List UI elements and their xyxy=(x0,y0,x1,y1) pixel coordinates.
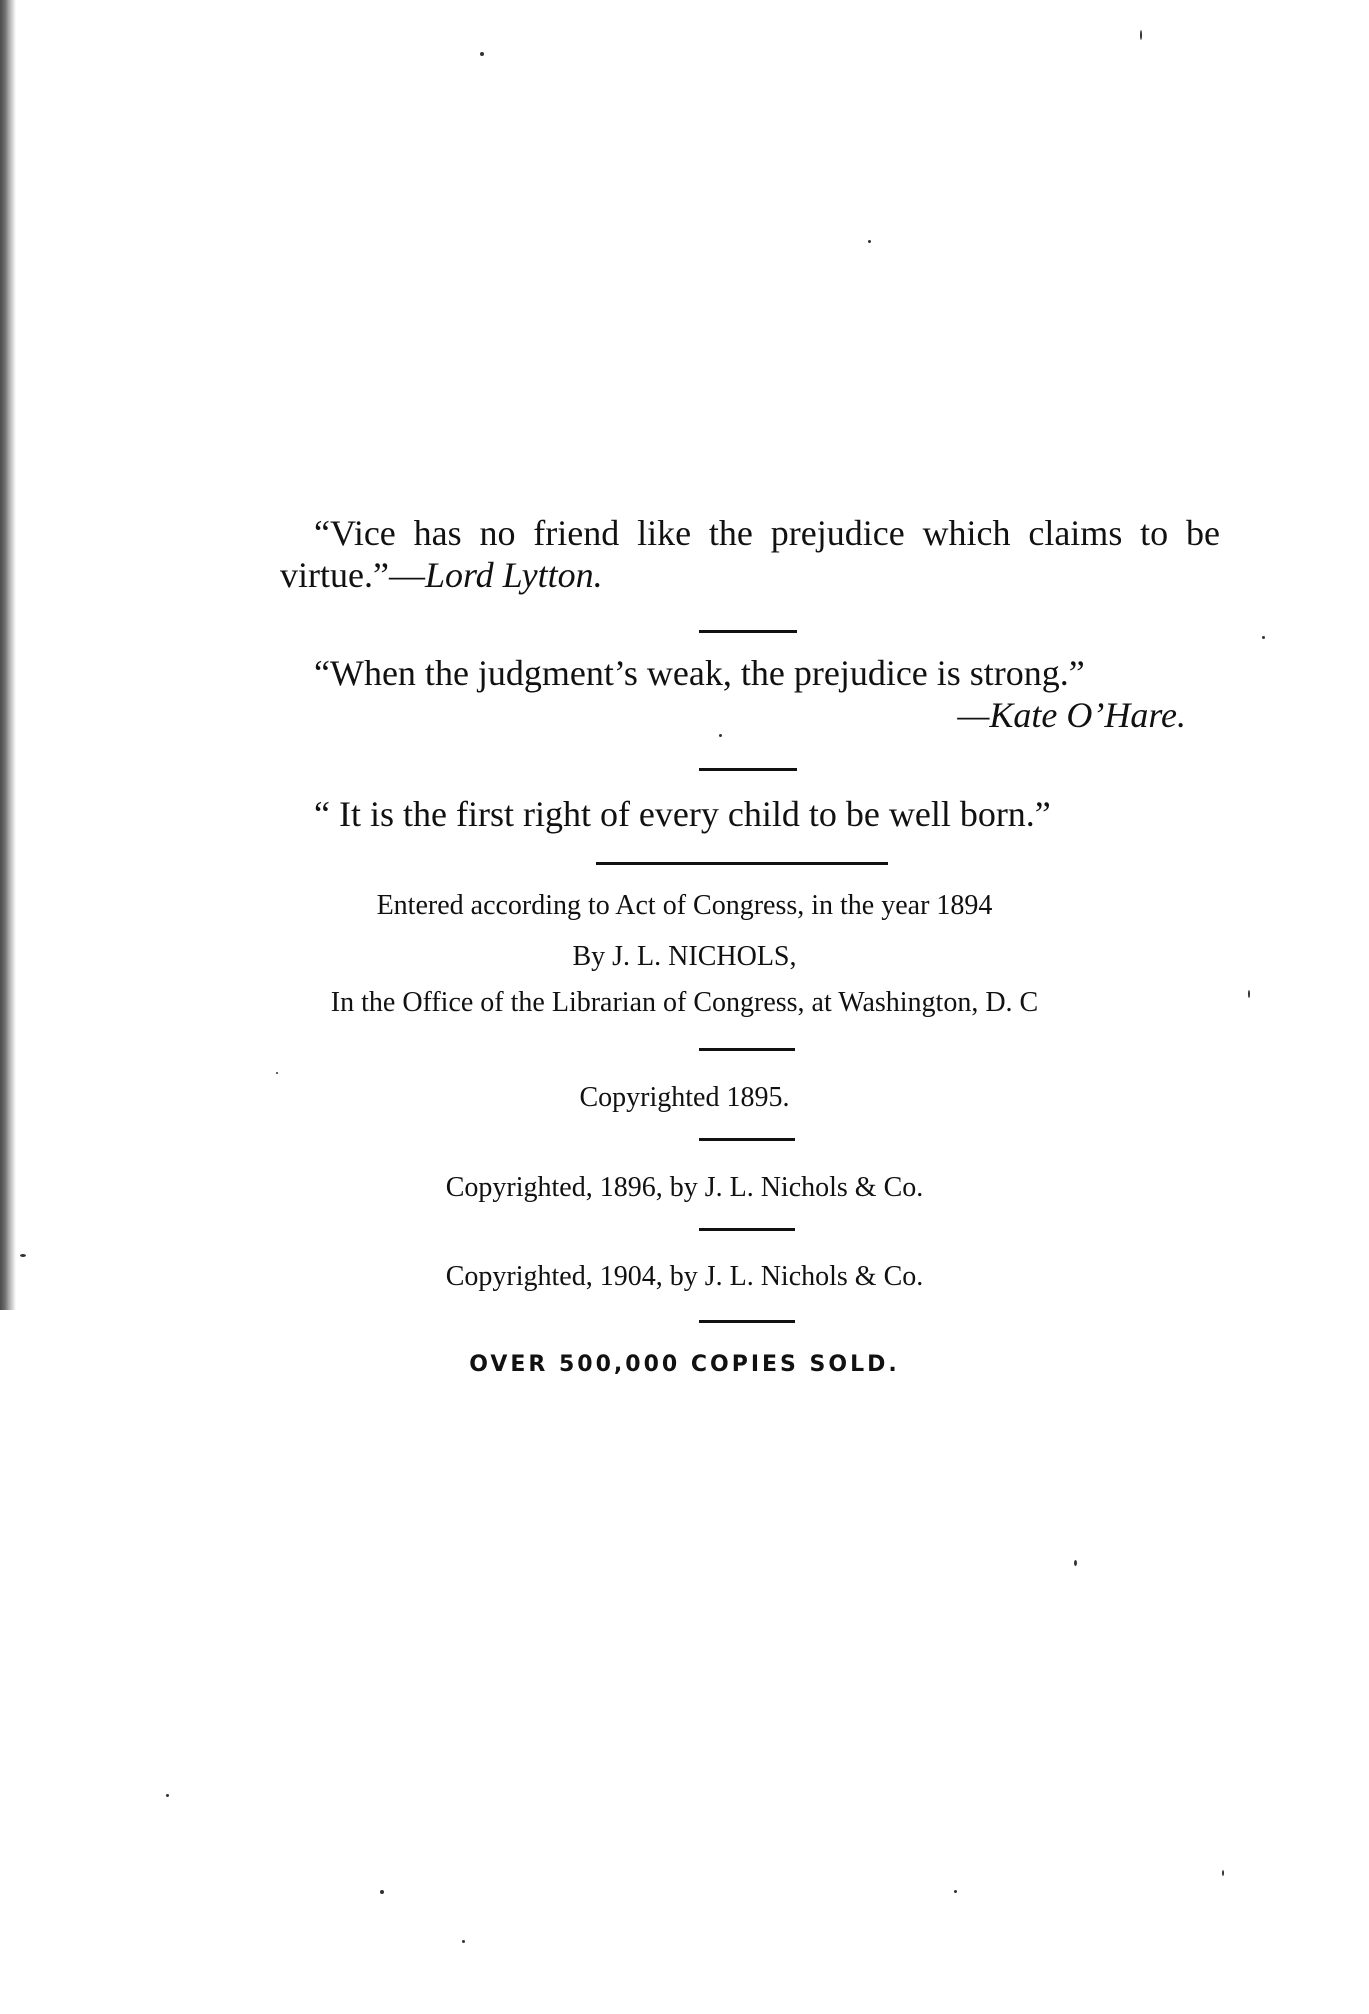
short-divider-6 xyxy=(699,1320,795,1323)
short-divider-2 xyxy=(699,768,797,771)
quote-kate-ohare-text: “When the judgment’s weak, the prejudice is strong.” xyxy=(314,653,1085,693)
paper-speck xyxy=(480,52,484,56)
paper-speck xyxy=(1074,1560,1077,1566)
paper-speck xyxy=(380,1890,384,1894)
paper-speck xyxy=(719,734,722,737)
quote-kate-ohare xyxy=(280,652,1220,736)
long-divider xyxy=(596,862,888,865)
paper-speck xyxy=(20,1254,26,1257)
short-divider-1 xyxy=(699,630,797,633)
quote-lord-lytton-text: “Vice has no friend like the prejudice which claims to be virtue.”— xyxy=(280,513,1220,595)
paper-speck xyxy=(462,1940,465,1943)
paper-speck xyxy=(276,1072,278,1074)
short-divider-3 xyxy=(699,1048,795,1051)
short-divider-5 xyxy=(699,1228,795,1231)
quote-kate-ohare-attribution: —Kate O’Hare. xyxy=(957,695,1186,735)
short-divider-4 xyxy=(699,1138,795,1141)
library-office-line: In the Office of the Librarian of Congress, at Washington, D. C xyxy=(330,987,1039,1018)
copies-sold-note: OVER 500,000 COPIES SOLD. xyxy=(469,1352,900,1377)
copyright-1896-line: Copyrighted, 1896, by J. L. Nichols & Co. xyxy=(445,1172,924,1203)
paper-speck xyxy=(868,240,871,243)
entered-according-line: Entered according to Act of Congress, in the year 1894 xyxy=(376,890,993,921)
paper-speck xyxy=(1140,30,1142,40)
paper-speck xyxy=(1262,636,1265,639)
quote-well-born: “ It is the first right of every child to be well born.” xyxy=(314,794,1051,834)
paper-speck xyxy=(954,1890,957,1893)
copyright-1904-line: Copyrighted, 1904, by J. L. Nichols & Co. xyxy=(445,1261,924,1292)
paper-speck xyxy=(1222,1870,1224,1876)
copyright-1895-line: Copyrighted 1895. xyxy=(579,1082,790,1113)
quote-lord-lytton xyxy=(280,512,1220,596)
quote-lord-lytton-attribution: Lord Lytton. xyxy=(424,555,603,595)
paper-speck xyxy=(1248,990,1250,998)
by-nichols-line: By J. L. NICHOLS, xyxy=(572,941,797,972)
paper-speck xyxy=(166,1794,169,1797)
